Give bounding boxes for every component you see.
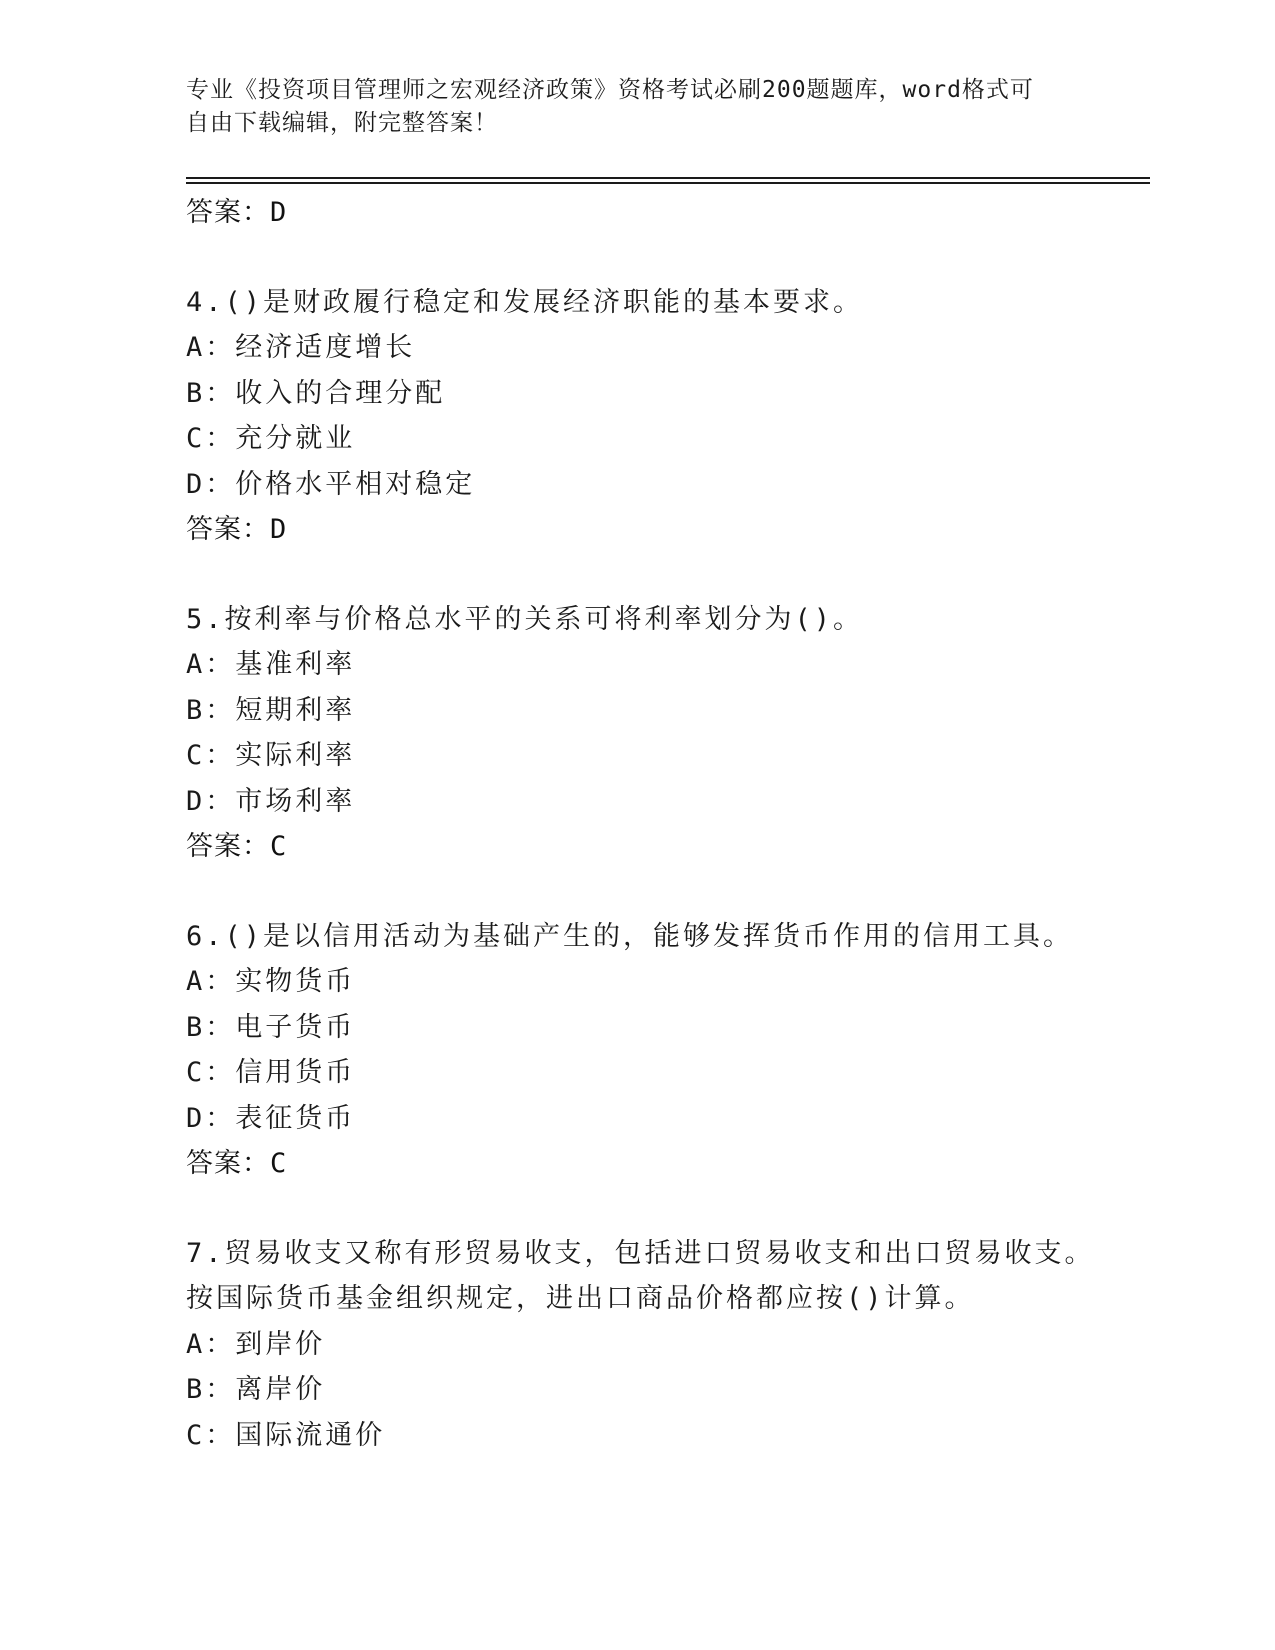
header-line-2: 自由下载编辑，附完整答案！ [186,110,498,136]
spacer [186,870,1146,914]
option-d: D：价格水平相对稳定 [186,468,476,500]
option-a: A：基准利率 [186,649,356,680]
question-stem: 6.()是以信用活动为基础产生的，能够发挥货币作用的信用工具。 [186,920,1074,952]
option-b: B：电子货币 [186,1011,356,1043]
question-6 [186,914,1146,1187]
question-5 [186,597,1146,870]
question-stem: 7.贸易收支又称有形贸易收支，包括进口贸易收支和出口贸易收支。 [186,1237,1095,1269]
option-d: D：市场利率 [186,785,356,817]
spacer [186,236,1146,280]
question-7 [186,1231,1146,1459]
option-a: A：实物货币 [186,966,356,997]
question-4 [186,280,1146,553]
option-c: C：充分就业 [186,423,356,454]
spacer [186,1187,1146,1231]
answer-line: 答案：C [186,831,288,862]
page-header [186,74,1086,140]
answer-line: 答案：C [186,1148,288,1179]
option-b: B：短期利率 [186,694,356,726]
option-a: A：经济适度增长 [186,332,416,363]
option-b: B：离岸价 [186,1374,326,1405]
option-c: C：实际利率 [186,740,356,771]
header-line-1: 专业《投资项目管理师之宏观经济政策》资格考试必刷200题题库，word格式可 [186,77,1034,103]
question-stem: 5.按利率与价格总水平的关系可将利率划分为()。 [186,603,864,635]
spacer [186,553,1146,597]
answer-line: 答案：D [186,197,288,228]
question-list [186,190,1146,1458]
header-divider-bottom [186,182,1150,184]
answer-line: 答案：D [186,514,288,545]
option-a: A：到岸价 [186,1328,326,1360]
question-stem-continued: 按国际货币基金组织规定，进出口商品价格都应按()计算。 [186,1283,975,1314]
header-divider-top [186,177,1150,179]
option-c: C：信用货币 [186,1057,356,1088]
option-c: C：国际流通价 [186,1419,386,1451]
option-d: D：表征货币 [186,1102,356,1134]
question-stem: 4.()是财政履行稳定和发展经济职能的基本要求。 [186,286,864,318]
option-b: B：收入的合理分配 [186,377,446,409]
